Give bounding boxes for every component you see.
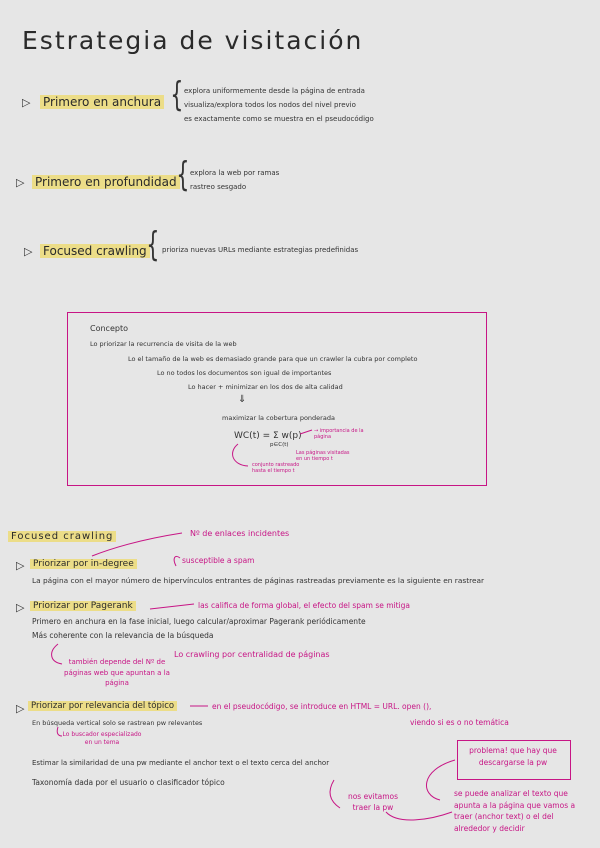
topic-text: Estimar la similaridad de una pw mediante el anchor text o el texto cerca del anchor xyxy=(32,759,330,767)
arrow-problem xyxy=(426,760,455,800)
maximize-text: maximizar la cobertura ponderada xyxy=(222,414,335,422)
annotation-pagerank: las califica de forma global, el efecto del spam se mitiga xyxy=(198,601,411,610)
annotation-spam: susceptible a spam xyxy=(182,556,255,565)
triangle-bullet-icon: ▷ xyxy=(16,601,25,614)
problem-text: problema! que hay que descargarse la pw xyxy=(469,746,557,767)
strategy-label: Focused crawling xyxy=(40,244,150,258)
arrow-crawled xyxy=(233,444,248,466)
down-arrow-icon: ⇓ xyxy=(238,394,247,405)
triangle-bullet-icon: ▷ xyxy=(16,559,25,572)
topic-text: Taxonomía dada por el usuario o clasificador tópico xyxy=(32,778,225,787)
triangle-bullet-icon: ▷ xyxy=(16,702,25,715)
pagerank-label: Priorizar por Pagerank xyxy=(30,601,136,611)
annotation-centrality: Lo crawling por centralidad de páginas xyxy=(174,650,330,659)
annotation-vertical: Lo buscador especializado en un tema xyxy=(62,731,142,747)
arrow-pagerank xyxy=(150,604,194,609)
annotation-thematic: viendo si es o no temática xyxy=(410,718,509,727)
concept-line: Lo hacer + minimizar en los dos de alta calidad xyxy=(188,383,343,391)
strategy-label: Primero en profundidad xyxy=(32,175,180,189)
strategy-note: rastreo sesgado xyxy=(190,183,247,191)
strategy-note: prioriza nuevas URLs mediante estrategias predefinidas xyxy=(162,246,359,254)
arrow-vertical xyxy=(57,727,62,736)
strategy-note: explora uniformemente desde la página de entrada xyxy=(184,87,365,95)
brace-icon: { xyxy=(176,155,190,195)
formula-subscript: p∈C(t) xyxy=(270,442,289,448)
annotation-importance: → importancia de la página xyxy=(314,428,364,440)
brace-icon: { xyxy=(170,75,184,115)
concept-line: Lo el tamaño de la web es demasiado grande para que un crawler la cubra por completo xyxy=(128,355,418,363)
arrow-spam xyxy=(174,556,180,566)
formula: WC(t) = Σ w(p) xyxy=(234,431,302,441)
topic-text: En búsqueda vertical solo se rastrean pw relevantes xyxy=(32,719,203,727)
section-heading: Focused crawling xyxy=(8,531,116,542)
triangle-bullet-icon: ▷ xyxy=(16,176,25,189)
annotation-crawled: conjunto rastreado hasta el tiempo t xyxy=(252,462,300,474)
pagerank-text: Más coherente con la relevancia de la búsqueda xyxy=(32,631,214,640)
indegree-label: Priorizar por in-degree xyxy=(30,559,137,569)
annotation-depends: también depende del Nº de páginas web que apuntan a la página xyxy=(64,658,170,687)
brace-icon: { xyxy=(146,225,160,265)
concept-heading: Concepto xyxy=(90,324,128,333)
arrow-avoid-up xyxy=(330,780,340,808)
triangle-bullet-icon: ▷ xyxy=(24,245,33,258)
annotation-pseudocode: en el pseudocódigo, se introduce en HTML = URL. open (), xyxy=(212,702,432,711)
topic-label: Priorizar por relevancia del tópico xyxy=(28,701,177,711)
arrow-to-importance xyxy=(300,430,312,434)
strategy-note: es exactamente como se muestra en el pseudocódigo xyxy=(184,115,374,123)
concept-line: Lo no todos los documentos son igual de importantes xyxy=(157,369,332,377)
triangle-bullet-icon: ▷ xyxy=(22,96,31,109)
arrow-links xyxy=(92,533,182,556)
annotation-analyze: se puede analizar el texto que apunta a la página que vamos a traer (anchor text) o el del alrededor y decidir xyxy=(454,789,576,833)
strategy-note: visualiza/explora todos los nodos del nivel previo xyxy=(184,101,356,109)
arrow-avoid xyxy=(386,812,452,820)
indegree-text: La página con el mayor número de hipervínculos entrantes de páginas rastreadas previamente es la siguiente en rastrear xyxy=(32,576,485,585)
arrow-depends xyxy=(52,644,62,664)
annotation-avoid: nos evitamos traer la pw xyxy=(347,792,399,812)
annotation-pages: Las páginas visitadas en un tiempo t xyxy=(296,450,350,462)
concept-line: Lo priorizar la recurrencia de visita de la web xyxy=(90,340,237,348)
annotation-links: Nº de enlaces incidentes xyxy=(190,529,290,538)
page-title: Estrategia de visitación xyxy=(22,26,364,55)
strategy-label: Primero en anchura xyxy=(40,95,164,109)
pagerank-text: Primero en anchura en la fase inicial, luego calcular/aproximar Pagerank periódicamente xyxy=(32,617,366,626)
strategy-note: explora la web por ramas xyxy=(190,169,280,177)
